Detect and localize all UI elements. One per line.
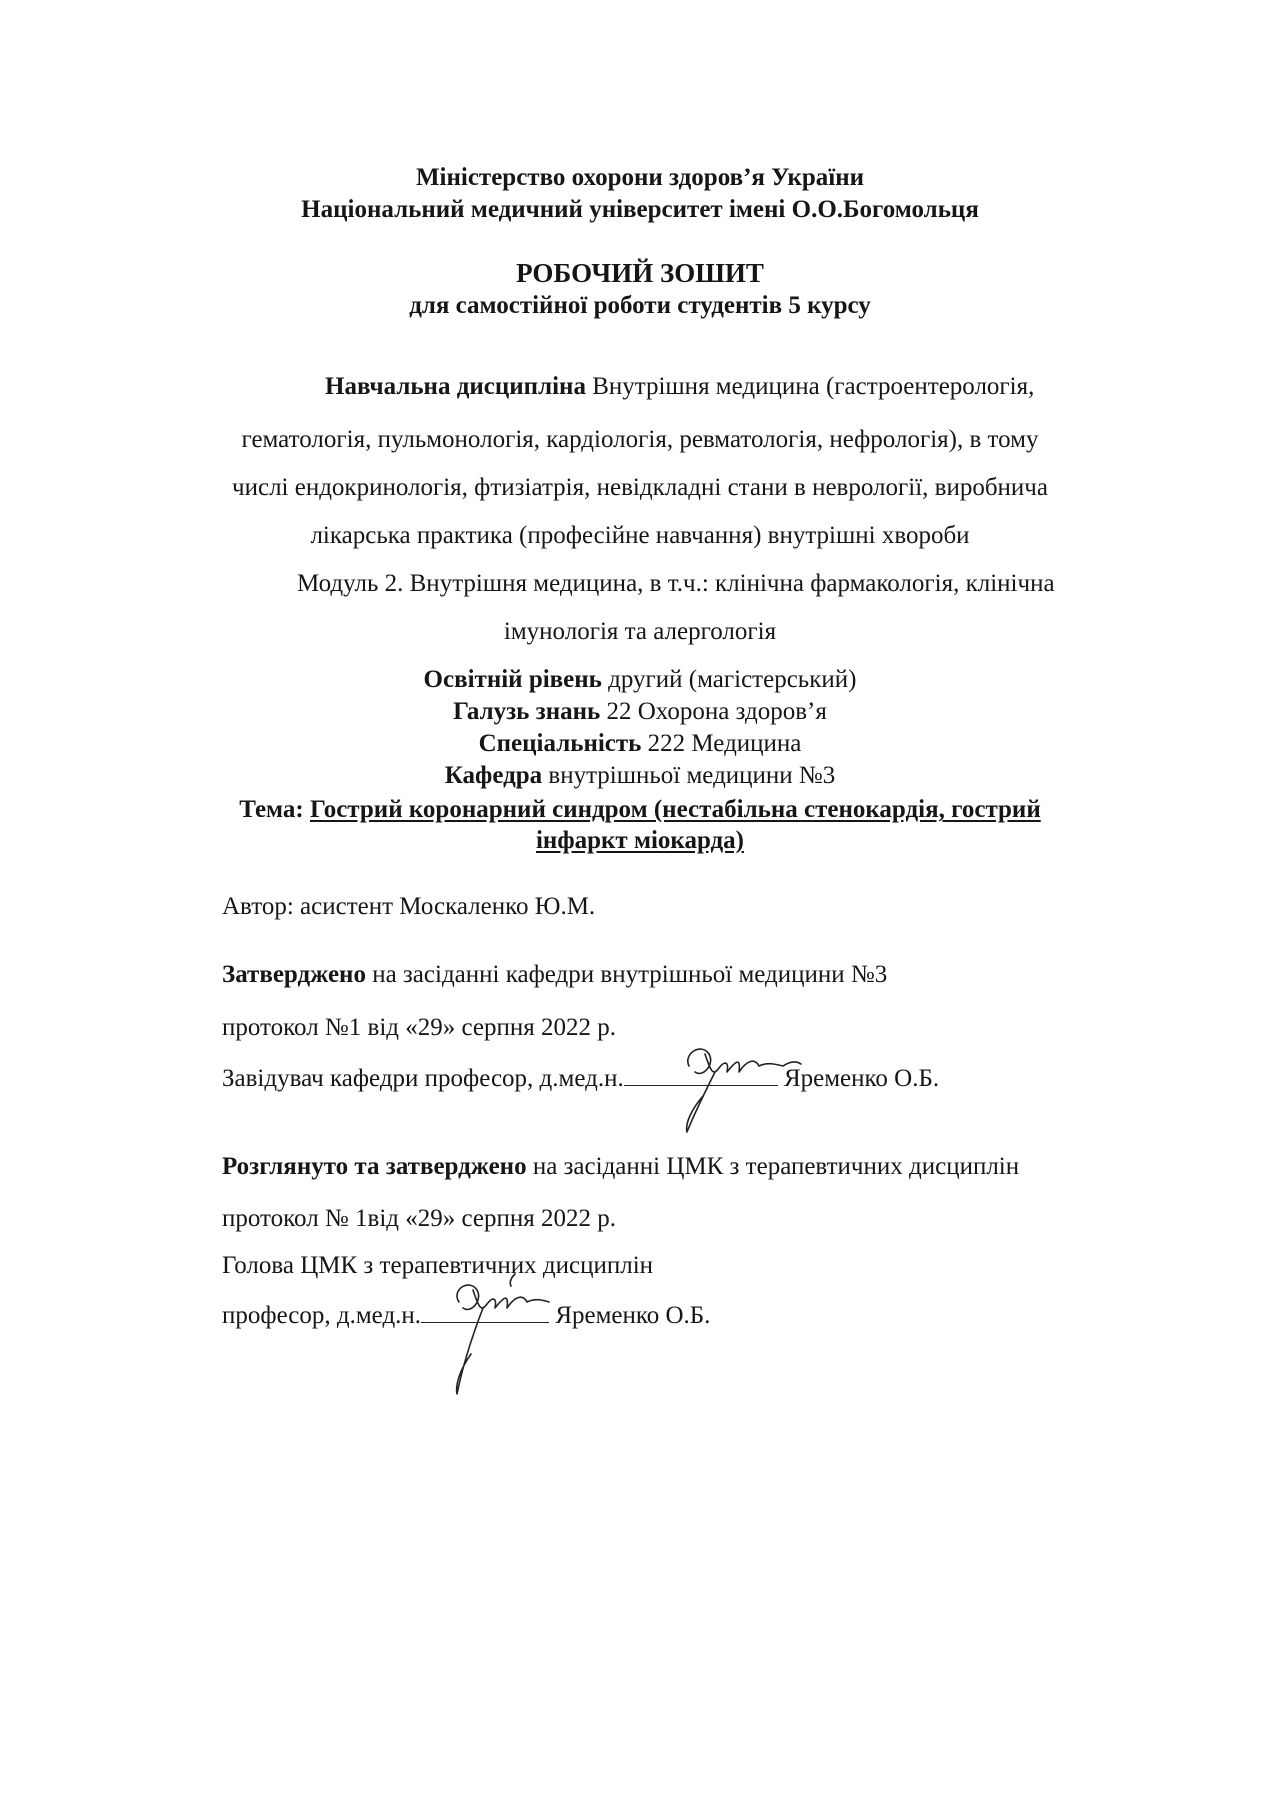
approval-cmk-label: Розглянуто та затверджено (222, 1153, 527, 1180)
specialty-value: 222 Медицина (647, 730, 802, 757)
department-label: Кафедра (444, 762, 543, 789)
approval-cmk-line (222, 1153, 1019, 1181)
module-line-2: імунологія та алергологія (503, 618, 777, 645)
discipline-line-1 (325, 373, 1034, 401)
discipline-line-2: гематологія, пульмонологія, кардіологія, ревматологія, нефрологія), в тому (241, 426, 1039, 453)
knowledge-field-label: Галузь знань (453, 698, 601, 725)
cmk-chair-signature (445, 1274, 585, 1404)
cmk-chair-title: Голова ЦМК з терапевтичних дисциплін (222, 1252, 654, 1279)
dept-head-prefix: Завідувач кафедри професор, д.мед.н. (222, 1065, 624, 1092)
module-line-1: Модуль 2. Внутрішня медицина, в т.ч.: клінічна фармакологія, клінічна (297, 570, 1055, 597)
education-level (0, 666, 1280, 694)
department (0, 762, 1280, 790)
approval-dept-head-line (222, 1061, 939, 1093)
topic-text-1: Гострий коронарний синдром (нестабільна стенокардія, гострий (310, 796, 1041, 823)
knowledge-field (0, 698, 1280, 726)
approval-dept-text: на засіданні кафедри внутрішньої медицини №3 (372, 961, 888, 988)
cmk-chair-prefix: професор, д.мед.н. (222, 1302, 422, 1329)
dept-head-name: Яременко О.Б. (783, 1065, 940, 1092)
approval-cmk-text: на засіданні ЦМК з терапевтичних дисциплін (532, 1153, 1020, 1180)
approval-dept-label: Затверджено (222, 961, 366, 988)
cmk-chair-name: Яременко О.Б. (555, 1302, 711, 1329)
discipline-text-1: Внутрішня медицина (гастроентерологія, (592, 373, 1035, 400)
approval-cmk-protocol: протокол № 1від «29» серпня 2022 р. (222, 1205, 616, 1232)
discipline-line-4: лікарська практика (професійне навчання) внутрішні хвороби (310, 522, 970, 549)
dept-head-signature (675, 1032, 825, 1142)
knowledge-field-value: 22 Охорона здоров’я (606, 698, 827, 725)
approval-dept-line (222, 961, 887, 989)
author: Автор: асистент Москаленко Ю.М. (222, 893, 596, 920)
discipline-label: Навчальна дисципліна (325, 373, 586, 400)
education-level-value: другий (магістерський) (608, 666, 857, 693)
topic-line-1 (0, 796, 1280, 824)
workbook-title: РОБОЧИЙ ЗОШИТ (516, 258, 764, 288)
specialty-label: Спеціальність (478, 730, 642, 757)
workbook-subtitle: для самостійної роботи студентів 5 курсу (409, 292, 871, 319)
department-value: внутрішньої медицини №3 (548, 762, 836, 789)
ministry-title: Міністерство охорони здоров’я України (415, 164, 865, 191)
university-title: Національний медичний університет імені О.О.Богомольця (301, 196, 979, 223)
topic-line-2 (0, 827, 1280, 855)
discipline-line-3: числі ендокринологія, фтизіатрія, невідкладні стани в неврології, виробнича (232, 474, 1048, 501)
specialty (0, 730, 1280, 758)
approval-dept-protocol: протокол №1 від «29» серпня 2022 р. (222, 1014, 616, 1041)
topic-text-2: інфаркт міокарда) (535, 827, 745, 854)
education-level-label: Освітній рівень (423, 666, 602, 693)
topic-label: Тема: (239, 796, 304, 823)
